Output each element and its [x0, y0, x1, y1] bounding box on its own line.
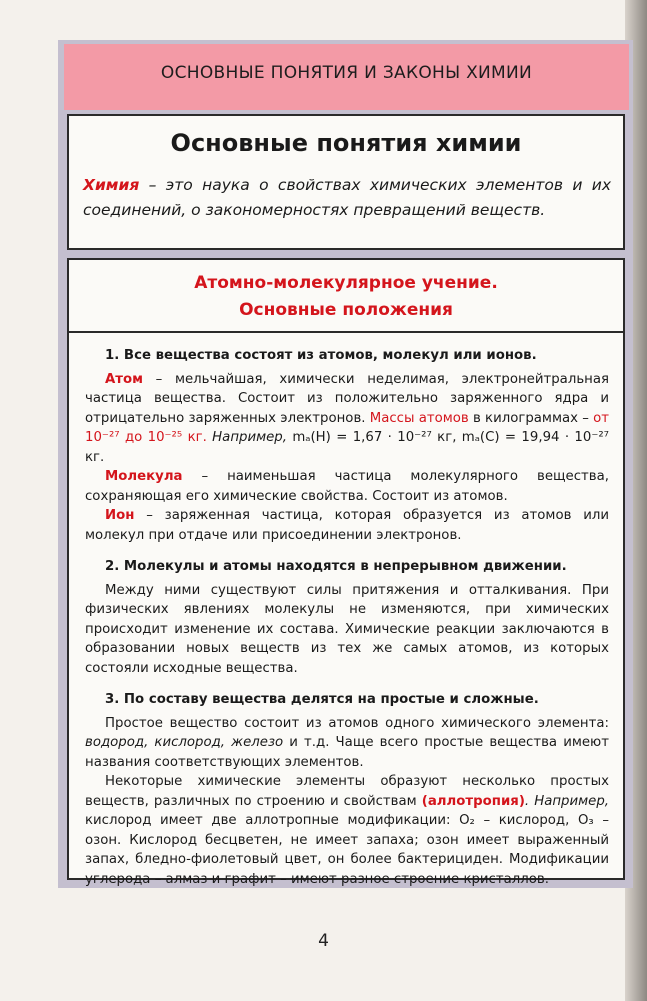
molecule-text: – наименьшая частица молекулярного вещества, сохраняющая его химические свойства. Состоит из атомов.: [85, 469, 609, 504]
example-formula: mₐ(H) = 1,67 · 10⁻²⁷ кг, mₐ(C) = 19,94 · 10⁻²⁷ кг.: [85, 430, 610, 465]
spacer: [85, 545, 609, 553]
section-title: ОСНОВНЫЕ ПОНЯТИЯ И ЗАКОНЫ ХИМИИ: [160, 63, 533, 83]
simple-examples: водород, кислород, железо: [85, 735, 284, 750]
atom-text-2: в килограммах –: [468, 410, 594, 426]
mass-range: от 10⁻²⁷ до 10⁻²⁵ кг.: [85, 410, 610, 445]
basic-concepts-box: [67, 114, 625, 250]
box2-title-line1: Атомно-молекулярное учение.: [194, 273, 498, 293]
term-allotropy: (аллотропия): [421, 793, 525, 809]
example-label: Например,: [206, 430, 287, 445]
section1-heading: 1. Все вещества состоят из атомов, молекул или ионов.: [105, 348, 537, 363]
term-ion: Ион: [105, 508, 135, 523]
chemistry-definition: [83, 173, 611, 223]
term-molecule: Молекула: [105, 469, 183, 484]
simple-substance-paragraph: [85, 714, 609, 773]
simple-text: Простое вещество состоит из атомов одного химического элемента:: [105, 715, 609, 731]
box2-title: [69, 270, 623, 324]
box2-title-line2: Основные положения: [239, 300, 453, 320]
simple-text-2: и т.д. Чаще всего простые вещества имеют названия соответствующих элементов.: [85, 735, 609, 770]
atom-paragraph: [85, 370, 609, 468]
definition-text: – это наука о свойствах химических элементов и их соединений, о закономерностях превращений веществ.: [83, 176, 611, 219]
allotropy-text-2: кислород имеет две аллотропные модификации: O₂ – кислород, O₃ – озон. Кислород бесцветен, не имеет запаха; озон имеет выраженный запах, бледно-фиолетовый цвет, он более бактерициден. Модификации углерода – алмаз и графит – имеют разное строение кристаллов.: [85, 813, 609, 887]
section3-heading: 3. По составу вещества делятся на простые и сложные.: [105, 692, 539, 707]
allotropy-paragraph: [85, 772, 609, 889]
term-chemistry: Химия: [83, 176, 140, 194]
allotropy-example-label: . Например,: [524, 793, 609, 809]
allotropy-text: Некоторые химические элементы образуют несколько простых веществ, различных по строению и свойствам: [85, 774, 609, 809]
divider: [69, 331, 623, 333]
page-number: 4: [318, 931, 329, 951]
spacer: [85, 678, 609, 686]
ion-text: – заряженная частица, которая образуется из атомов или молекул при отдаче или присоединении электронов.: [85, 508, 609, 543]
term-atom-mass: Массы атомов: [369, 410, 469, 426]
box-title: Основные понятия химии: [170, 129, 522, 157]
term-atom: Атом: [105, 371, 144, 387]
section2-paragraph: Между ними существуют силы притяжения и отталкивания. При физических явлениях молекулы не изменяются, при химических происходит изменение их состава. Химические реакции заключаются в образовании новых веществ из тех же самых атомов, из которых состояли исходные вещества.: [85, 582, 609, 676]
atomic-molecular-box: [67, 258, 625, 887]
molecule-paragraph: [85, 467, 609, 506]
ion-paragraph: [85, 506, 609, 545]
box2-content: [85, 342, 609, 889]
section2-heading: 2. Молекулы и атомы находятся в непрерывном движении.: [105, 559, 567, 574]
atom-text: – мельчайшая, химически неделимая, электронейтральная частица вещества. Состоит из положительно заряженного ядра и отрицательно заряженных электронов.: [85, 371, 609, 426]
